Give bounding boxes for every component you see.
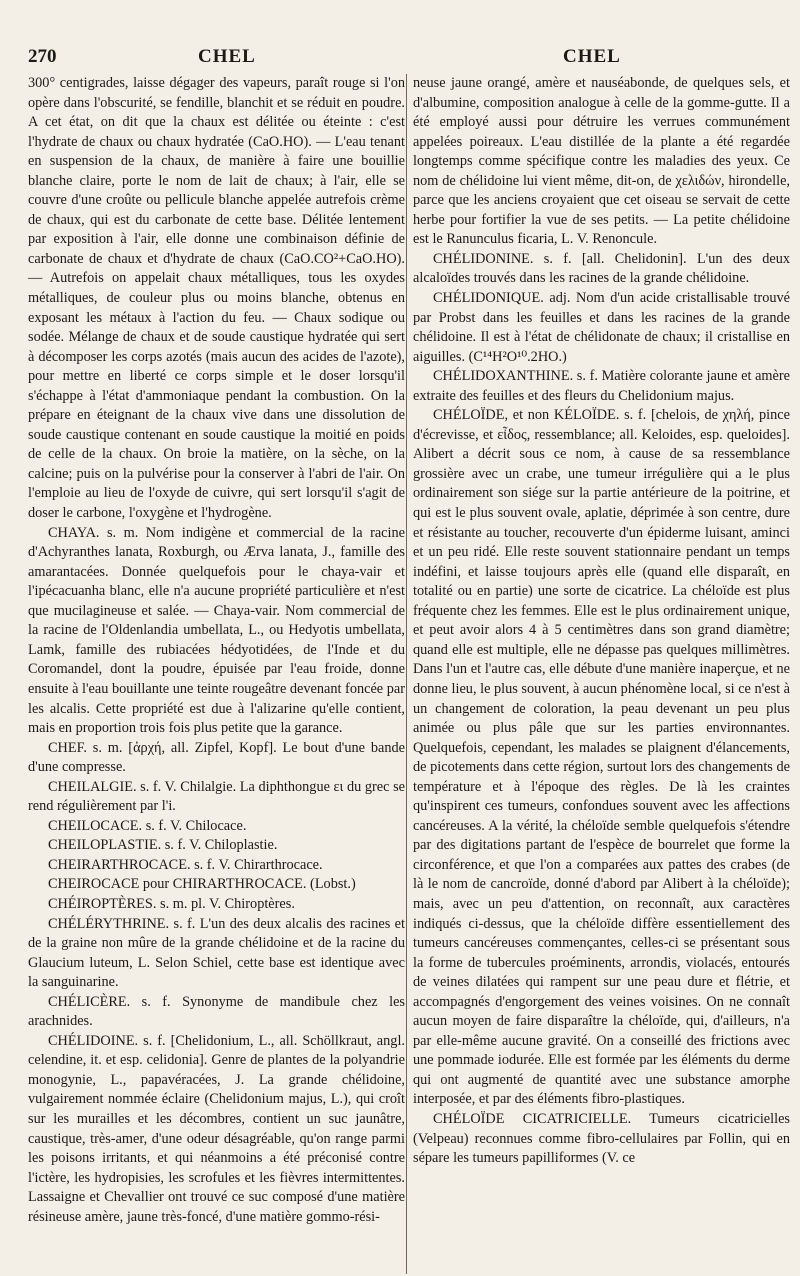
entry-cheilocace: CHEILOCACE. s. f. V. Chilocace. — [48, 817, 247, 834]
entry-chelidoine: CHÉLIDOINE. s. f. [Chelidonium, L., all. Schöllkraut, angl. celendine, it. et esp. celidonia]. Genre de plantes de la polyandrie monogynie, L., papavéracées, J. La grande chélidoine, vulgairement nommée éclaire (Chelidonium majus, L.), qui croît sur les murailles et les décombres, contient un suc jaunâtre, caustique, très-amer, d'une odeur désagréable, qu'on range parmi les poisons irritants, et qui néanmoins a été préconisé contre l'ictère, les hydropisies, les scrofules et les fièvres intermittentes. Lassaigne et Chevallier ont trouvé ce suc composé d'une matière résineuse amère, jaune très-foncé, d'une matière gommo-rési- — [28, 1032, 405, 1225]
entry-chaya: CHAYA. s. m. Nom indigène et commercial de la racine d'Achyranthes lanata, Roxburgh, ou Ærva lanata, J., famille des amarantacées. Donnée quelquefois pour le chaya-vair et l'ipécacuanha blanc, elle n'a aucune propriété particulière et n'est que mucilagineuse et salée. — Chaya-vair. Nom commercial de la racine de l'Oldenlandia umbellata, L., ou Hedyotis umbellata, Lamk, famille des rubiacées hédyotidées, de l'Inde et du Coromandel, dont la poudre, épuisée par l'eau froide, donne ensuite à l'eau bouillante une teinte rougeâtre devenant foncée par les alcalis. Cette propriété est due à l'alizarine qu'elle contient, mais en proportion trois fois plus petite que la garance. — [28, 524, 405, 737]
left-guide-word: CHEL — [198, 46, 256, 67]
right-guide-word: CHEL — [563, 46, 621, 67]
entry-chelidonique: CHÉLIDONIQUE. adj. Nom d'un acide cristallisable trouvé par Probst dans les feuilles et dans les racines de la grande chélidoine. Il est à l'état de chélidonate de chaux; il cristallise en aiguilles. (C¹⁴H²O¹⁰.2HO.) — [413, 290, 790, 365]
entry-cheiropteres: CHÉIROPTÈRES. s. m. pl. V. Chiroptères. — [48, 895, 295, 912]
entry-cheirarthrocace: CHEIRARTHROCACE. s. f. V. Chirarthrocace. — [48, 856, 323, 873]
entry-cheloide-cicatricielle: CHÉLOÏDE CICATRICIELLE. Tumeurs cicatricielles (Velpeau) reconnues comme fibro-cellulaires par Follin, qui en sépare les tumeurs papilliformes (V. ce — [413, 1110, 790, 1167]
entry-cheilalgie: CHEILALGIE. s. f. V. Chilalgie. La diphthongue ει du grec se rend régulièrement par l'i. — [28, 778, 405, 815]
left-column — [28, 74, 405, 1227]
entry-paragraph: neuse jaune orangé, amère et nauséabonde, de quelques sels, et d'albumine, composition analogue à celle de la gomme-gutte. Il a été employé aussi pour détruire les verrues communément appelées poireaux. L'eau distillée de la plante a été regardée longtemps comme spécifique contre les maladies des yeux. Ce nom de chélidoine lui vient même, dit-on, de χελιδών, hirondelle, parce que les anciens croyaient que cet oiseau se servait de cette herbe pour fortifier la vue de ses petits. — La petite chélidoine est le Ranunculus ficaria, L. V. Renoncule. — [413, 75, 790, 248]
entry-paragraph: 300° centigrades, laisse dégager des vapeurs, paraît rouge si l'on opère dans l'obscurité, se fendille, blanchit et se réduit en poudre. A cet état, on dit que la chaux est délitée ou éteinte : c'est l'hydrate de chaux ou chaux hydratée (CaO.HO). — L'eau tenant en suspension de la chaux, de manière à faire une bouillie blanche claire, porte le nom de lait de chaux; à l'air, elle se couvre d'une croûte ou pellicule blanche appelée autrefois crème de chaux, qui est du carbonate de cette base. Délitée lentement par exposition à l'air, elle donne une combinaison définie de carbonate de chaux et d'hydrate de chaux (CaO.CO²+CaO.HO). — Autrefois on appelait chaux métalliques, tous les oxydes métalliques, de couleur plus ou moins blanche, obtenus en exposant les métaux à l'action du feu. — Chaux sodique ou sodée. Mélange de chaux et de soude caustique hydratée qui sert à décomposer les corps azotés (mais aucun des acides de l'azote), pour mettre en liberté ce corps simple et le doser lorsqu'il s'échappe à l'état d'ammoniaque pendant la combustion. On la prépare en éteignant de la chaux vive dans une dissolution de soude caustique contenant en soude caustique la moitié en poids de celle de la chaux. On broie la matière, on la sèche, on la calcine; puis on la pulvérise pour la conserver à l'abri de l'air. On l'emploie au lieu de l'oxyde de cuivre, qui sert lorsqu'il s'agit de doser le carbone, l'oxygène et l'hydrogène. — [28, 75, 405, 522]
page-number: 270 — [28, 46, 57, 67]
right-column — [413, 74, 790, 1169]
entry-cheloide: CHÉLOÏDE, et non KÉLOÏDE. s. f. [chelois, de χηλή, pince d'écrevisse, et εἶδος, ressemblance; all. Keloides, esp. queloides]. Alibert a décrit sous ce nom, à cause de sa ressemblance grossière avec un crabe, une tumeur irrégulière qui a le plus ordinairement son siége sur la partie antérieure de la poitrine, et qui est le plus souvent ovale, aplatie, déprimée à son centre, dure et résistante au toucher, recouverte d'un épiderme luisant, aminci et un peu ridé. Elle reste souvent stationnaire pendant un temps indéfini, et laisse toujours après elle (quand elle disparaît, en totalité ou en partie) une sorte de cicatrice. La chéloïde est plus fréquente chez les femmes. Elle est le plus ordinairement unique, et peut avoir alors 4 à 5 centimètres dans son grand diamètre; quand elle est multiple, elle ne dépasse pas quelques millimètres. Dans l'un et l'autre cas, elle débute d'une manière inaperçue, et ne donne lieu, le plus souvent, à aucun phénomène local, si ce n'est à un changement de coloration, la peau devenant un peu plus animée ou plus pâle que sur les parties environnantes. Quelquefois, cependant, les malades se plaignent d'élancements, de picotements dans cette région, surtout lors des changements de température et à l'époque des règles. De là les craintes qu'inspirent ces tumeurs, confondues souvent avec les affections cancéreuses. A la vérité, la chéloïde semble quelquefois s'étendre par des digitations partant de l'espèce de bourrelet que forme la circonférence, et que l'on a comparées aux pattes des crabes (de là le nom de cancroïde, donné d'abord par Alibert à la chéloïde); mais, avec un peu d'attention, on reconnaît, aux caractères indiqués ci-dessus, que la chéloïde diffère essentiellement des tumeurs cancéreuses commençantes, celles-ci se présentant sous la forme de tubercules proéminents, arrondis, violacés, entourés de veines dilatées qui rampent sur une peau dure et flétrie, et accompagnés d'engorgement des veines voisines. On ne connaît aucun moyen de faire disparaître la chéloïde, qui, d'ailleurs, n'a par elle-même aucune gravité. On a conseillé des frictions avec une pommade iodurée. Elle est formée par les éléments du derme qui ont augmenté de quantité avec une substance amorphe interposée, et par des éléments fibro-plastiques. — [413, 407, 790, 1108]
entry-cheirocace: CHEIROCACE pour CHIRARTHROCACE. (Lobst.) — [48, 876, 356, 893]
running-header — [28, 40, 792, 70]
entry-chelidoxanthine: CHÉLIDOXANTHINE. s. f. Matière colorante jaune et amère extraite des feuilles et des fleurs du Chelidonium majus. — [413, 368, 790, 404]
entry-cheiloplastie: CHEILOPLASTIE. s. f. V. Chiloplastie. — [48, 837, 278, 854]
entry-chef: CHEF. s. m. [ἀρχή, all. Zipfel, Kopf]. Le bout d'une bande d'une compresse. — [28, 739, 405, 776]
entry-chelicere: CHÉLICÈRE. s. f. Synonyme de mandibule chez les arachnides. — [28, 993, 405, 1030]
entry-chelidonine: CHÉLIDONINE. s. f. [all. Chelidonin]. L'un des deux alcaloïdes trouvés dans les racines de la grande chélidoine. — [413, 250, 790, 287]
text-columns — [28, 74, 792, 1276]
entry-chelerythrine: CHÉLÉRYTHRINE. s. f. L'un des deux alcalis des racines et de la graine non mûre de la grande chélidoine et de la racine du Glaucium luteum, L. Selon Schiel, cette base est identique avec la sanguinarine. — [28, 915, 405, 991]
